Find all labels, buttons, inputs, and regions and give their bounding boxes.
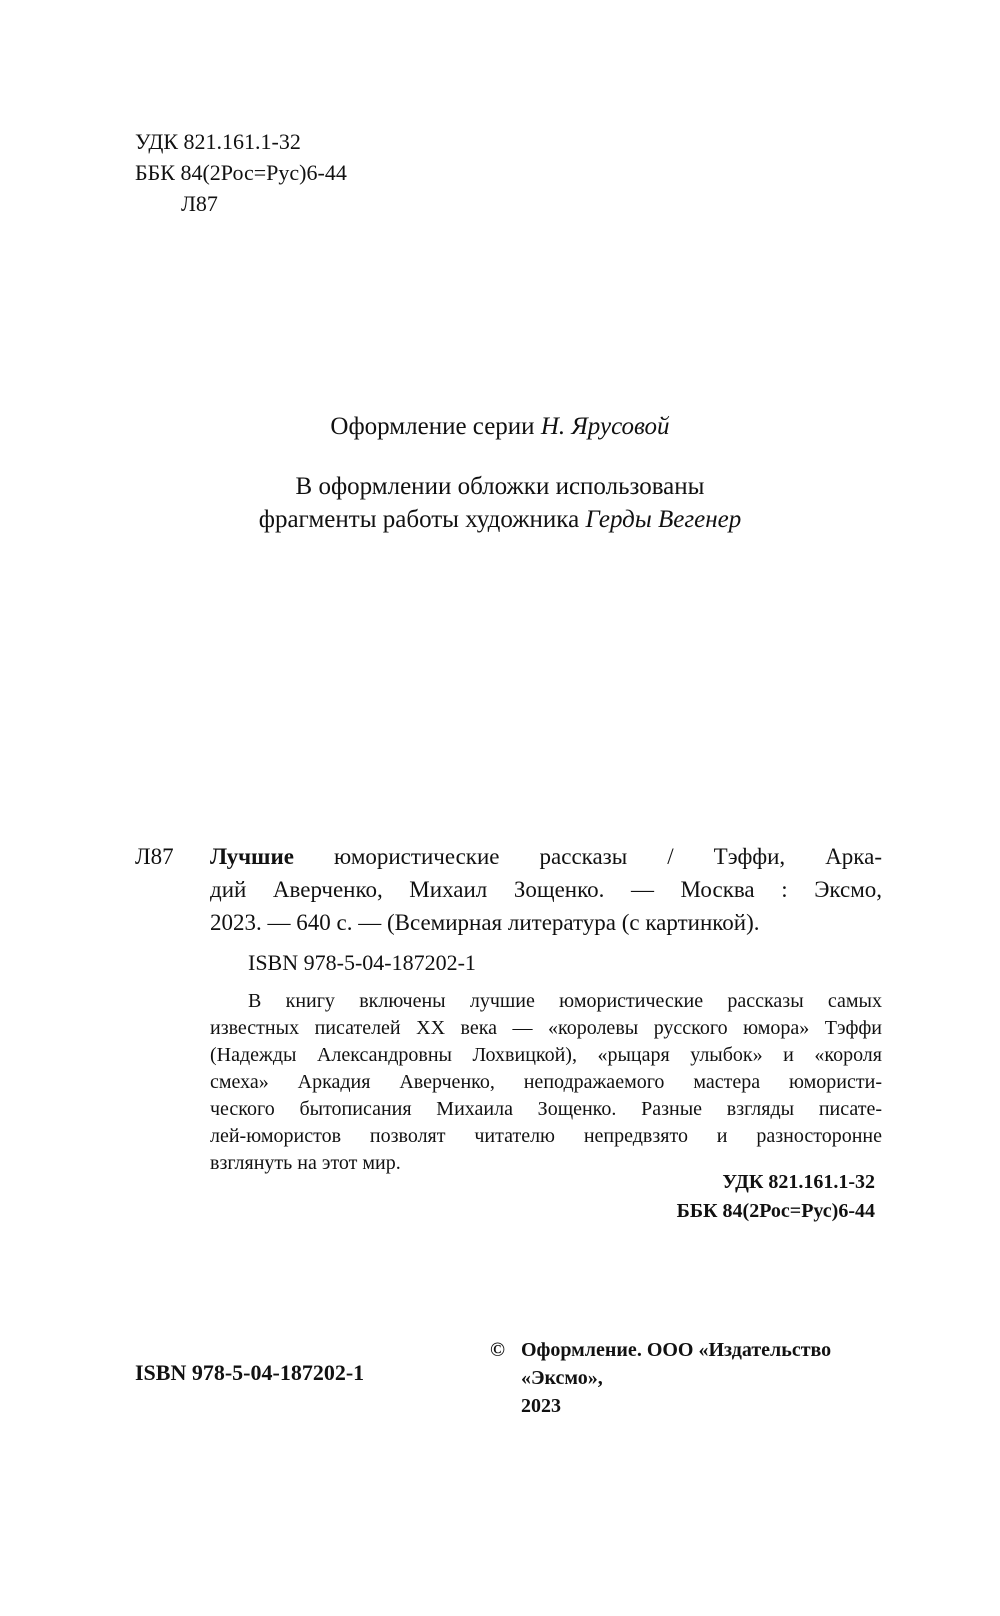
annotation-line: лей-юмористов позволят читателю непредвзято и разносторонне bbox=[210, 1125, 882, 1147]
annotation-line: ческого бытописания Михаила Зощенко. Разные взгляды писате- bbox=[210, 1098, 882, 1120]
annotation-paragraph bbox=[210, 988, 882, 1177]
copyright-symbol: © bbox=[490, 1339, 505, 1361]
series-design-credit bbox=[0, 410, 1000, 443]
bib-line-2: дий Аверченко, Михаил Зощенко. — Москва : Эксмо, bbox=[210, 877, 882, 902]
bib-line-1 bbox=[210, 840, 882, 873]
annotation-line: известных писателей XX века — «королевы русского юмора» Тэффи bbox=[210, 1017, 882, 1039]
series-design-prefix: Оформление серии bbox=[330, 413, 541, 440]
cover-credit-line2-prefix: фрагменты работы художника bbox=[258, 506, 586, 533]
annotation-line: взглянуть на этот мир. bbox=[210, 1152, 401, 1174]
bib-line-1-rest: юмористические рассказы / Тэффи, Арка- bbox=[293, 844, 882, 869]
bib-author-sign: Л87 bbox=[135, 844, 174, 869]
book-title: Лучшие bbox=[210, 844, 294, 869]
copyright-line1: Оформление. ООО «Издательство «Эксмо», bbox=[520, 1339, 832, 1389]
header-classification-codes bbox=[135, 126, 347, 219]
bib-line-3: 2023. — 640 с. — (Всемирная литература (с картинкой). bbox=[210, 910, 760, 935]
bibliographic-record bbox=[210, 840, 882, 939]
udk-code: УДК 821.161.1-32 bbox=[135, 129, 301, 154]
annotation-line: (Надежды Александровны Лохвицкой), «рыцаря улыбок» и «короля bbox=[210, 1044, 882, 1066]
isbn-bottom: ISBN 978-5-04-187202-1 bbox=[135, 1360, 365, 1385]
bbk-code: ББК 84(2Рос=Рус)6-44 bbox=[135, 160, 347, 185]
footer-classification-codes bbox=[677, 1168, 875, 1226]
annotation-line: смеха» Аркадия Аверченко, неподражаемого мастера юмористи- bbox=[210, 1071, 882, 1093]
copyright-notice bbox=[490, 1336, 890, 1420]
isbn-number: ISBN 978-5-04-187202-1 bbox=[248, 950, 476, 975]
author-sign: Л87 bbox=[181, 191, 218, 216]
footer-bbk-code: ББК 84(2Рос=Рус)6-44 bbox=[676, 1200, 875, 1222]
cover-credit-line1: В оформлении обложки использованы bbox=[295, 473, 705, 500]
cover-credit-line2 bbox=[0, 503, 1000, 536]
cover-design-credit bbox=[0, 470, 1000, 536]
annotation-line: В книгу включены лучшие юмористические рассказы самых bbox=[248, 990, 882, 1012]
copyright-text bbox=[521, 1336, 890, 1420]
footer-udk-code: УДК 821.161.1-32 bbox=[722, 1171, 875, 1193]
copyright-line2: 2023 bbox=[520, 1395, 561, 1417]
cover-artist-name: Герды Вегенер bbox=[585, 506, 742, 533]
series-designer-name: Н. Ярусовой bbox=[540, 413, 670, 440]
